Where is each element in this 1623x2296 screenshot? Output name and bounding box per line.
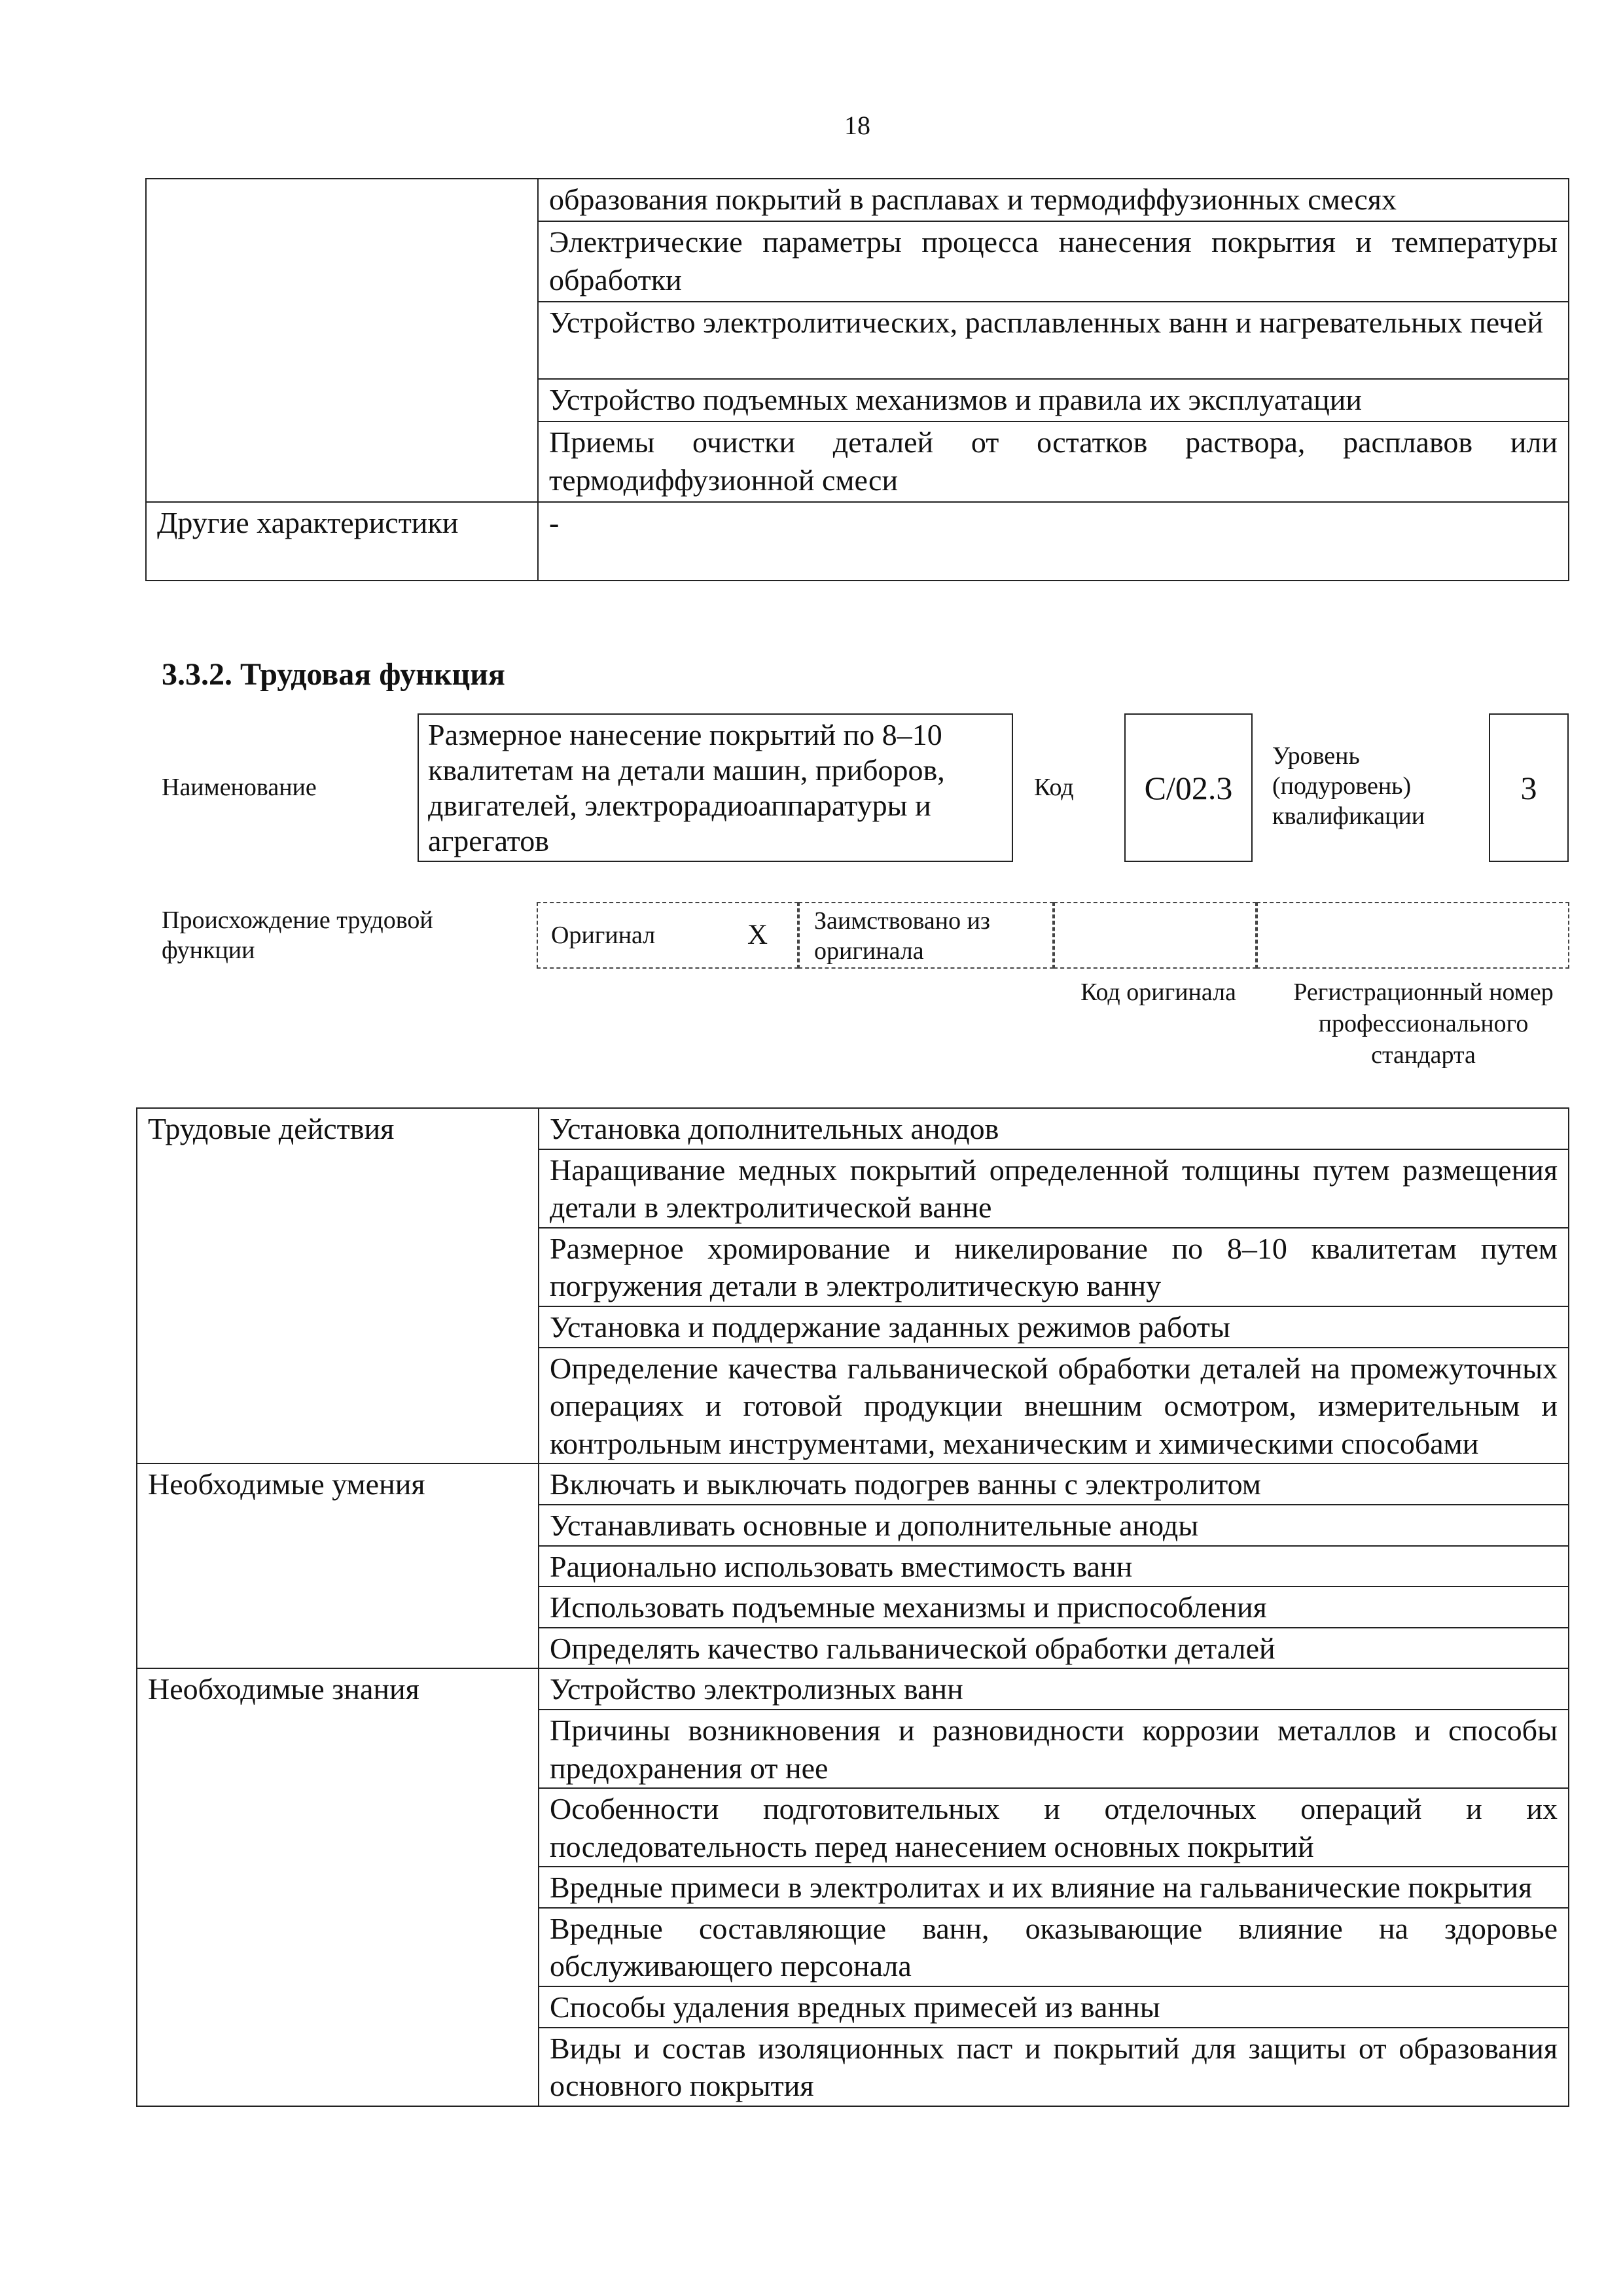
labor-actions-label: Трудовые действия <box>137 1108 539 1463</box>
table-cell: Электрические параметры процесса нанесения покрытия и температуры обработки <box>538 221 1569 302</box>
labor-function-table <box>136 1107 1569 2107</box>
table-cell: Устройство электролитических, расплавленных ванн и нагревательных печей <box>538 302 1569 379</box>
registration-number-caption: Регистрационный номер профессионального стандарта <box>1293 978 1554 1069</box>
qualification-level-value: 3 <box>1489 713 1569 862</box>
skill-item: Определять качество гальванической обработки деталей <box>539 1628 1569 1669</box>
function-code-value: C/02.3 <box>1124 713 1253 862</box>
empty-label-cell <box>146 179 538 502</box>
knowledge-item: Вредные составляющие ванн, оказывающие влияние на здоровье обслуживающего персонала <box>539 1908 1569 1986</box>
origin-original-cell <box>537 902 798 969</box>
skill-item: Включать и выключать подогрев ванны с электролитом <box>539 1463 1569 1505</box>
original-code-caption: Код оригинала <box>1080 978 1236 1006</box>
original-label: Оригинал <box>551 922 656 949</box>
labor-action-item: Установка и поддержание заданных режимов работы <box>539 1306 1569 1348</box>
borrowed-label: Заимствовано из оригинала <box>814 907 990 965</box>
table-cell: Устройство подъемных механизмов и правила их эксплуатации <box>538 379 1569 422</box>
labor-action-item: Наращивание медных покрытий определенной толщины путем размещения детали в электролитической ванне <box>539 1149 1569 1228</box>
origin-row <box>537 902 1569 969</box>
required-knowledge-label: Необходимые знания <box>137 1668 539 2106</box>
qualification-level-label: Уровень (подуровень) квалификации <box>1272 742 1425 830</box>
other-characteristics-value: - <box>538 502 1569 581</box>
code-label: Код <box>1034 774 1074 801</box>
labor-action-item: Размерное хромирование и никелирование по 8–10 квалитетам путем погружения детали в электролитическую ванну <box>539 1228 1569 1306</box>
other-characteristics-label: Другие характеристики <box>146 502 538 581</box>
knowledge-item: Причины возникновения и разновидности коррозии металлов и способы предохранения от нее <box>539 1710 1569 1788</box>
table-cell: Приемы очистки деталей от остатков раствора, расплавов или термодиффузионной смеси <box>538 422 1569 502</box>
knowledge-item: Особенности подготовительных и отделочных операций и их последовательность перед нанесением основных покрытий <box>539 1788 1569 1867</box>
skill-item: Устанавливать основные и дополнительные аноды <box>539 1505 1569 1546</box>
continued-knowledge-table <box>145 178 1569 581</box>
name-label: Наименование <box>162 774 317 801</box>
page-number: 18 <box>844 111 870 140</box>
origin-code-cell <box>1054 902 1257 969</box>
original-mark: X <box>747 920 768 950</box>
knowledge-item: Способы удаления вредных примесей из ванны <box>539 1986 1569 2028</box>
origin-label: Происхождение трудовой функции <box>162 906 433 964</box>
labor-action-item: Установка дополнительных анодов <box>539 1108 1569 1149</box>
table-cell: образования покрытий в расплавах и термодиффузионных смесях <box>538 179 1569 221</box>
skill-item: Рационально использовать вместимость ванн <box>539 1546 1569 1587</box>
function-name-value: Размерное нанесение покрытий по 8–10 квалитетам на детали машин, приборов, двигателей, электрорадиоаппаратуры и агрегатов <box>418 713 1013 862</box>
required-skills-label: Необходимые умения <box>137 1463 539 1668</box>
origin-borrowed-cell <box>798 902 1054 969</box>
skill-item: Использовать подъемные механизмы и приспособления <box>539 1587 1569 1628</box>
knowledge-item: Вредные примеси в электролитах и их влияние на гальванические покрытия <box>539 1867 1569 1908</box>
section-title: 3.3.2. Трудовая функция <box>162 657 505 692</box>
knowledge-item: Виды и состав изоляционных паст и покрытий для защиты от образования основного покрытия <box>539 2028 1569 2106</box>
knowledge-item: Устройство электролизных ванн <box>539 1668 1569 1710</box>
origin-reg-number-cell <box>1257 902 1569 969</box>
labor-action-item: Определение качества гальванической обработки деталей на промежуточных операциях и готовой продукции внешним осмотром, измерительным и контрольным инструментами, механическим и химическими способами <box>539 1348 1569 1464</box>
